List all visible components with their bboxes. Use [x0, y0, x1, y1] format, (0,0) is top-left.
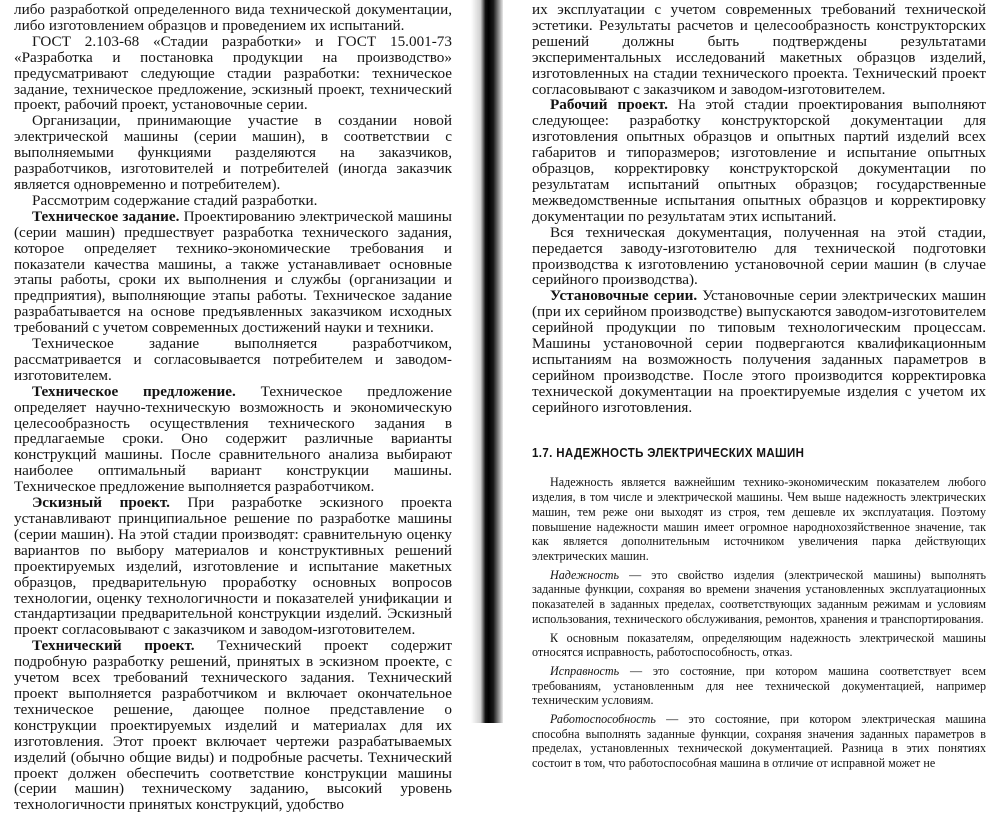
paragraph-body: — это состояние, при котором машина соответствует всем требованиям, установленным для нее технической документацией, например техническим условиям.: [532, 663, 986, 708]
paragraph-body: Техническое предложение определяет научно-техническую возможность и экономическую целесообразность осуществления технического задания в предлагаемые сроки. Оно содержит различные варианты конструкций машины. После сравнительного анализа выбирают наиболее оптимальный вариант конструкции машины. Техническое предложение выполняется разработчиком.: [14, 382, 453, 496]
paragraph-body: Проектированию электрической машины (серии машин) предшествует разработка технического задания, которое определяет технико-экономические требования и показатели качества машины, а также устанавливает основные этапы работы, сроки их выполнения и службы (организации и предприятия), выполняющие этапы работы. Техническое задание разрабатывается на основе предъявленных заказчиком исходных требований с учетом современных достижений науки и техники.: [14, 207, 452, 337]
term: Исправность: [550, 663, 620, 678]
paragraph: К основным показателям, определяющим надежность электрической машины относятся исправность, работоспособность, отказ.: [532, 630, 986, 660]
book-gutter: [471, 0, 503, 723]
paragraph: [532, 97, 986, 224]
paragraph-body: — это состояние, при котором электрическая машина способна выполнять заданные функции, сохраняя значения заданных параметров в пределах, установленных технической документацией. Разница в этих понятиях состоит в том, что работоспособная машина в отличие от исправной может не: [532, 712, 986, 771]
paragraph: [14, 209, 452, 336]
paragraph: Техническое задание выполняется разработчиком, рассматривается и согласовывается потребителем и заводом-изготовителем.: [14, 335, 452, 384]
run-in-heading: Техническое задание.: [32, 207, 180, 225]
paragraph: [532, 664, 986, 708]
run-in-heading: Эскизный проект.: [32, 494, 170, 512]
term: Надежность: [550, 567, 620, 582]
paragraph: ГОСТ 2.103-68 «Стадии разработки» и ГОСТ 15.001-73 «Разработка и постановка продукции на производство» предусматривают следующие стадии разработки: техническое задание, техническое предложение, эскизный проект, технический проект, рабочий проект, установочные серии.: [14, 32, 452, 114]
paragraph-body: Технический проект содержит подробную разработку решений, принятых в эскизном проекте, с учетом всех требований технического задания. Технический проект выполняется разработчиком и включает окончательное техническое решение, дающее полное представление о конструкции проектируемых изделий и материалах для их изготовления. Этот проект включает чертежи разрабатываемых изделий (обычно общие виды) и подробные расчеты. Технический проект должен обеспечить соответствие конструкции машины (серии машин) техническому заданию, высокий уровень технологичности принятых конструкций, удобство: [14, 637, 453, 813]
paragraph: их эксплуатации с учетом современных требований технической эстетики. Результаты расчетов и целесообразность конструкторских решений должны быть подтверждены результатами экспериментальных исследований макетных образцов изделий, изготовленных на стадии технического проекта. Технический проект согласовывают с заказчиком и заводом-изготовителем.: [532, 1, 986, 98]
paragraph-body: Установочные серии электрических машин (при их серийном производстве) выпускаются заводом-изготовителем серийной продукции по типовым технологическим процессам. Машины установочной серии подвергаются квалификационным испытаниям на возможность получения заданных параметров в серийном производстве. После этого производится корректировка технической документации на проектируемые изделия с учетом их серийного изготовления.: [532, 287, 986, 416]
run-in-heading: Рабочий проект.: [550, 96, 668, 114]
paragraph-body: На этой стадии проектирования выполняют следующее: разработку конструкторской документации для изготовления опытных образцов и опытных партий изделий всех габаритов и типоразмеров; изготовление и испытание опытных образцов, корректировку конструкторской документации по результатам испытаний опытных образцов; государственные межведомственные испытания опытных образцов и корректировку документации по результатам этих испытаний.: [532, 96, 986, 225]
run-in-heading: Технический проект.: [32, 637, 195, 655]
paragraph-body: — это свойство изделия (электрической машины) выполнять заданные функции, сохраняя во времени значения установленных эксплуатационных показателей в заданных пределах, соответствующих заданным режимам и условиям использования, технического обслуживания, ремонтов, хранения и транспортирования.: [532, 567, 986, 626]
left-text-column: [14, 2, 452, 813]
paragraph: [14, 495, 452, 638]
paragraph: Рассмотрим содержание стадий разработки.: [32, 191, 318, 209]
section-body: [532, 475, 986, 770]
paragraph: [14, 638, 452, 813]
section-heading: 1.7. НАДЕЖНОСТЬ ЭЛЕКТРИЧЕСКИХ МАШИН: [532, 445, 805, 460]
paragraph: [532, 712, 986, 771]
paragraph-body: При разработке эскизного проекта устанавливают принципиальное решение по разработке машины (серии машин). На этой стадии производят: сравнительную оценку вариантов по выбору материалов и конструктивных решений проектируемых изделий, изготовление и испытание макетных образцов, предварительную проработку основных вопросов технологии, оценку технологичности и показателей унификации и стандартизации предварительной конструкции изделий. Эскизный проект согласовывают с заказчиком и заводом-изготовителем.: [14, 494, 452, 639]
paragraph: Вся техническая документация, полученная на этой стадии, передается заводу-изготовителю для технической подготовки производства к изготовлению установочной серии машин (в случае серийного производства).: [532, 223, 986, 289]
paragraph: [532, 288, 986, 415]
paragraph: [532, 568, 986, 627]
paragraph: [14, 384, 452, 495]
left-page: [0, 0, 468, 813]
right-text-column: [532, 2, 986, 771]
paragraph: Надежность является важнейшим технико-экономическим показателем любого изделия, в том числе и электрической машины. Чем выше надежность электрических машин, тем реже они выходят из строя, тем дешевле их эксплуатация. Поэтому повышение надежности машин имеет огромное народнохозяйственное значение, так как является дополнительным источником увеличения парка действующих электрических машин.: [532, 475, 986, 563]
paragraph: либо разработкой определенного вида технической документации, либо изготовлением образцов и проведением их испытаний.: [14, 1, 452, 34]
term: Работоспособность: [550, 712, 656, 727]
paragraph: Организации, принимающие участие в создании новой электрической машины (серии машин), в соответствии с выполняемыми функциями разделяются на заказчиков, разработчиков, изготовителей и потребителей (иногда заказчик является одновременно и потребителем).: [14, 112, 452, 193]
run-in-heading: Техническое предложение.: [32, 382, 236, 400]
run-in-heading: Установочные серии.: [550, 287, 698, 305]
right-page: [506, 0, 994, 771]
